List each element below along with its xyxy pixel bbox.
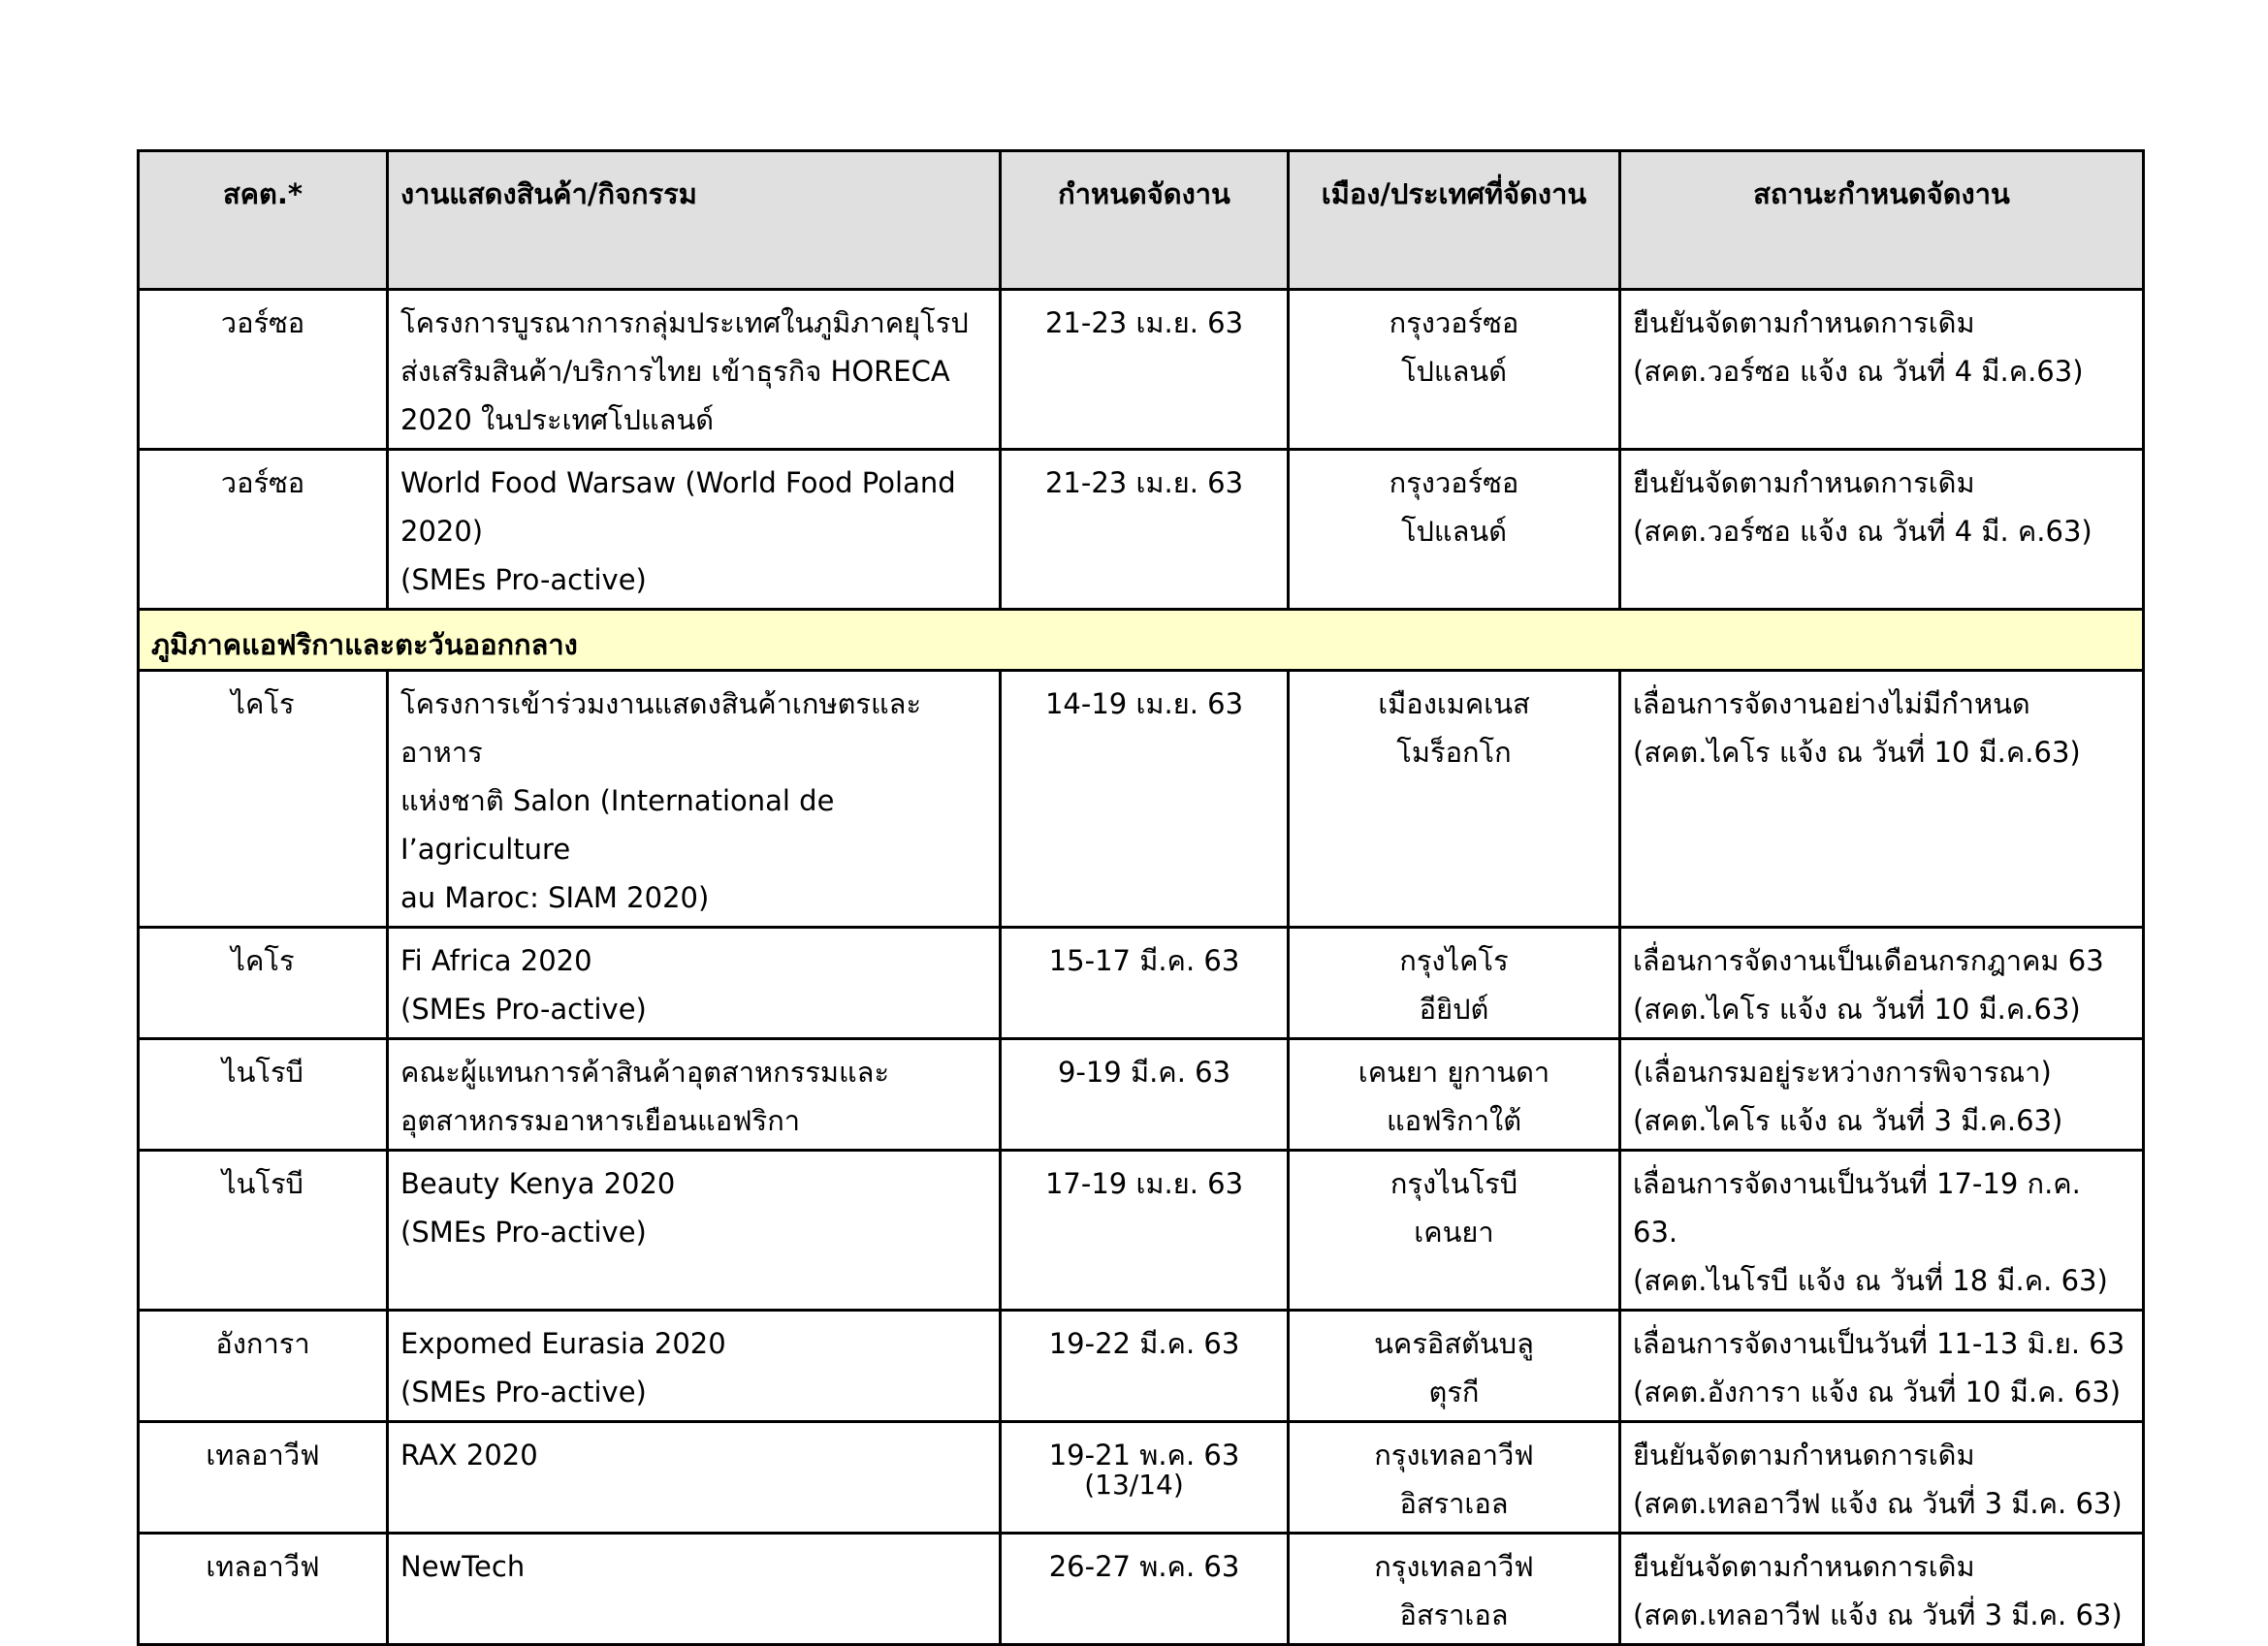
event-cell <box>388 1039 1001 1151</box>
office-cell: เทลอาวีฟ <box>139 1422 388 1534</box>
city-line: กรุงไนโรบี <box>1390 1167 1518 1200</box>
table-header <box>139 151 2144 290</box>
event-line: 2020) <box>400 515 484 548</box>
event-line: อุตสาหกรรมอาหารเยือนแอฟริกา <box>400 1104 801 1137</box>
event-cell <box>388 1151 1001 1311</box>
status-line: ยืนยันจัดตามกำหนดการเดิม <box>1633 306 1975 339</box>
event-cell <box>388 671 1001 928</box>
date-cell: 21-23 เม.ย. 63 <box>1001 450 1289 610</box>
page-number: (13/14) <box>1084 1469 1184 1501</box>
event-cell <box>388 1534 1001 1645</box>
city-cell <box>1289 290 1620 450</box>
status-line: (เลื่อนกรมอยู่ระหว่างการพิจารณา) <box>1633 1056 2052 1089</box>
event-line: RAX 2020 <box>400 1439 538 1472</box>
event-line: Beauty Kenya 2020 <box>400 1167 676 1200</box>
city-cell <box>1289 928 1620 1039</box>
office-cell: ไคโร <box>139 671 388 928</box>
city-cell <box>1289 1151 1620 1311</box>
city-cell <box>1289 1311 1620 1422</box>
event-cell <box>388 450 1001 610</box>
table-row <box>139 928 2144 1039</box>
event-line: (SMEs Pro-active) <box>400 1216 647 1249</box>
status-line: (สคต.วอร์ซอ แจ้ง ณ วันที่ 4 มี.ค.63) <box>1633 355 2084 388</box>
city-line: ตุรกี <box>1428 1376 1480 1409</box>
event-line: NewTech <box>400 1550 526 1583</box>
header-row <box>139 151 2144 290</box>
event-line: Expomed Eurasia 2020 <box>400 1327 726 1360</box>
events-table-container <box>137 149 2145 1646</box>
status-line: (สคต.ไคโร แจ้ง ณ วันที่ 10 มี.ค.63) <box>1633 736 2081 769</box>
city-line: โปแลนด์ <box>1400 355 1508 388</box>
office-cell: วอร์ซอ <box>139 290 388 450</box>
status-line: เลื่อนการจัดงานเป็นเดือนกรกฎาคม 63 <box>1633 944 2104 977</box>
status-line: (สคต.ไคโร แจ้ง ณ วันที่ 3 มี.ค.63) <box>1633 1104 2063 1137</box>
office-cell: อังการา <box>139 1311 388 1422</box>
event-cell <box>388 290 1001 450</box>
table-row <box>139 671 2144 928</box>
office-cell: ไนโรบี <box>139 1151 388 1311</box>
status-cell <box>1620 1151 2144 1311</box>
city-line: โมร็อกโก <box>1396 736 1512 769</box>
date-cell: 19-21 พ.ค. 63 <box>1001 1422 1289 1534</box>
date-cell: 9-19 มี.ค. 63 <box>1001 1039 1289 1151</box>
event-line: ส่งเสริมสินค้า/บริการไทย เข้าธุรกิจ HORECA <box>400 355 950 388</box>
city-line: นครอิสตันบลู <box>1374 1327 1534 1360</box>
status-cell <box>1620 671 2144 928</box>
status-cell <box>1620 450 2144 610</box>
city-cell <box>1289 1039 1620 1151</box>
status-cell <box>1620 928 2144 1039</box>
city-line: กรุงเทลอาวีฟ <box>1374 1550 1534 1583</box>
status-line: ยืนยันจัดตามกำหนดการเดิม <box>1633 1550 1975 1583</box>
city-cell <box>1289 671 1620 928</box>
status-cell <box>1620 1039 2144 1151</box>
office-cell: ไคโร <box>139 928 388 1039</box>
city-cell <box>1289 450 1620 610</box>
table-row <box>139 1151 2144 1311</box>
event-line: คณะผู้แทนการค้าสินค้าอุตสาหกรรมและ <box>400 1056 890 1089</box>
header-office: สคต.* <box>139 151 388 290</box>
status-cell <box>1620 1534 2144 1645</box>
event-line: (SMEs Pro-active) <box>400 1376 647 1409</box>
city-line: กรุงไคโร <box>1399 944 1509 977</box>
status-line: เลื่อนการจัดงานเป็นวันที่ 17-19 ก.ค. 63. <box>1633 1167 2081 1249</box>
office-cell: เทลอาวีฟ <box>139 1534 388 1645</box>
date-cell: 15-17 มี.ค. 63 <box>1001 928 1289 1039</box>
region-heading: ภูมิภาคแอฟริกาและตะวันออกกลาง <box>139 610 2144 671</box>
table-body <box>139 290 2144 1645</box>
city-line: โปแลนด์ <box>1400 515 1508 548</box>
header-status: สถานะกำหนดจัดงาน <box>1620 151 2144 290</box>
status-line: (สคต.ไคโร แจ้ง ณ วันที่ 10 มี.ค.63) <box>1633 993 2081 1026</box>
table-row <box>139 450 2144 610</box>
header-date: กำหนดจัดงาน <box>1001 151 1289 290</box>
status-line: (สคต.เทลอาวีฟ แจ้ง ณ วันที่ 3 มี.ค. 63) <box>1633 1599 2123 1631</box>
city-line: เคนยา <box>1414 1216 1494 1249</box>
table-row <box>139 1039 2144 1151</box>
status-line: เลื่อนการจัดงานอย่างไม่มีกำหนด <box>1633 687 2030 720</box>
table-row <box>139 1534 2144 1645</box>
city-cell <box>1289 1534 1620 1645</box>
status-line: (สคต.วอร์ซอ แจ้ง ณ วันที่ 4 มี. ค.63) <box>1633 515 2092 548</box>
header-city: เมือง/ประเทศที่จัดงาน <box>1289 151 1620 290</box>
city-line: อิสราเอล <box>1399 1599 1509 1631</box>
region-row <box>139 610 2144 671</box>
status-cell <box>1620 290 2144 450</box>
city-line: กรุงวอร์ซอ <box>1389 306 1519 339</box>
office-cell: วอร์ซอ <box>139 450 388 610</box>
date-cell: 17-19 เม.ย. 63 <box>1001 1151 1289 1311</box>
event-line: 2020 ในประเทศโปแลนด์ <box>400 403 715 436</box>
status-line: ยืนยันจัดตามกำหนดการเดิม <box>1633 466 1975 499</box>
table-row <box>139 290 2144 450</box>
city-line: เมืองเมคเนส <box>1378 687 1530 720</box>
event-cell <box>388 928 1001 1039</box>
city-line: กรุงเทลอาวีฟ <box>1374 1439 1534 1472</box>
event-cell <box>388 1311 1001 1422</box>
status-cell <box>1620 1311 2144 1422</box>
event-line: แห่งชาติ Salon (International de I’agriculture <box>400 784 835 866</box>
status-line: ยืนยันจัดตามกำหนดการเดิม <box>1633 1439 1975 1472</box>
events-table <box>137 149 2145 1646</box>
date-cell: 21-23 เม.ย. 63 <box>1001 290 1289 450</box>
city-line: แอฟริกาใต้ <box>1386 1104 1522 1137</box>
header-event: งานแสดงสินค้า/กิจกรรม <box>388 151 1001 290</box>
status-line: (สคต.เทลอาวีฟ แจ้ง ณ วันที่ 3 มี.ค. 63) <box>1633 1487 2123 1520</box>
city-line: เคนยา ยูกานดา <box>1358 1056 1550 1089</box>
office-cell: ไนโรบี <box>139 1039 388 1151</box>
city-line: อิสราเอล <box>1399 1487 1509 1520</box>
event-line: โครงการเข้าร่วมงานแสดงสินค้าเกษตรและอาหาร <box>400 687 922 769</box>
event-line: (SMEs Pro-active) <box>400 563 647 596</box>
city-line: อียิปต์ <box>1419 993 1489 1026</box>
event-line: au Maroc: SIAM 2020) <box>400 881 710 914</box>
date-cell: 26-27 พ.ค. 63 <box>1001 1534 1289 1645</box>
event-line: (SMEs Pro-active) <box>400 993 647 1026</box>
date-cell: 14-19 เม.ย. 63 <box>1001 671 1289 928</box>
event-line: โครงการบูรณาการกลุ่มประเทศในภูมิภาคยุโรป <box>400 306 969 339</box>
table-row <box>139 1311 2144 1422</box>
date-cell: 19-22 มี.ค. 63 <box>1001 1311 1289 1422</box>
status-line: เลื่อนการจัดงานเป็นวันที่ 11-13 มิ.ย. 63 <box>1633 1327 2125 1360</box>
event-line: Fi Africa 2020 <box>400 944 592 977</box>
event-line: World Food Warsaw (World Food Poland <box>400 466 956 499</box>
status-line: (สคต.อังการา แจ้ง ณ วันที่ 10 มี.ค. 63) <box>1633 1376 2122 1409</box>
status-line: (สคต.ไนโรบี แจ้ง ณ วันที่ 18 มี.ค. 63) <box>1633 1264 2108 1297</box>
city-line: กรุงวอร์ซอ <box>1389 466 1519 499</box>
